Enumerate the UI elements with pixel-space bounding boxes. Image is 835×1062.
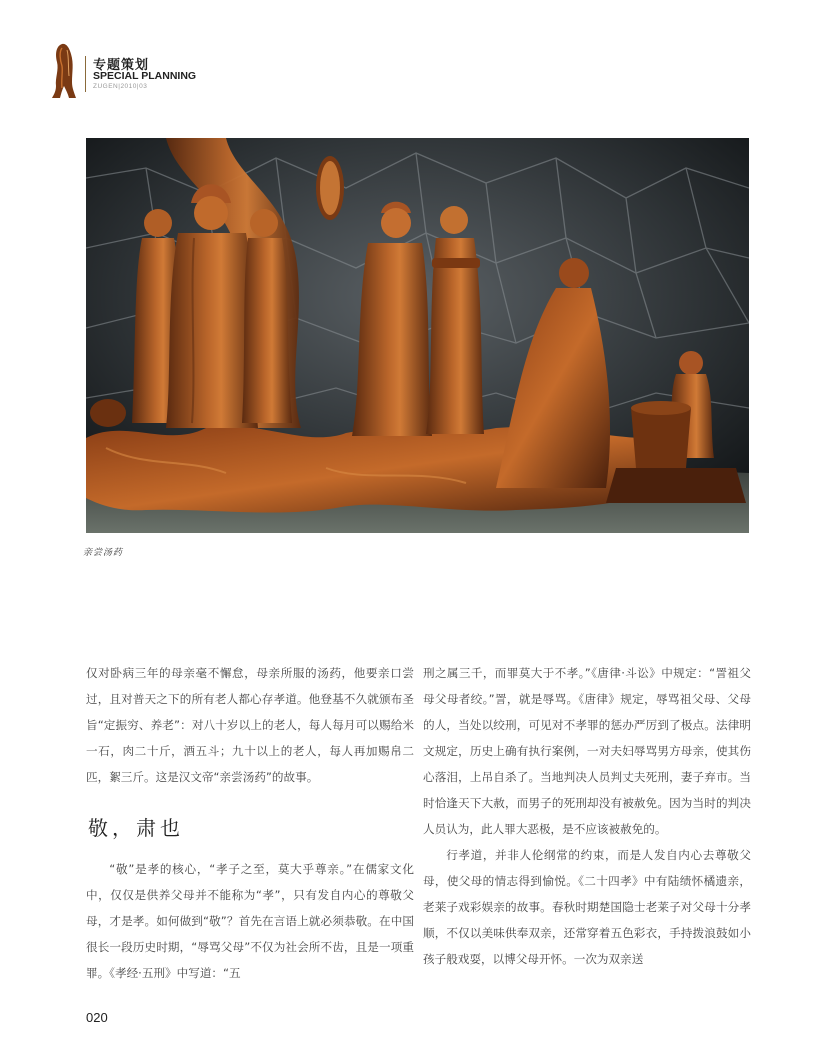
paragraph: “敬”是孝的核心，“孝子之至，莫大乎尊亲。”在儒家文化中，仅仅是供养父母并不能称为“孝”，只有发自内心的尊敬父母，才是孝。如何做到“敬”？首先在言语上就必须恭敬。在中国很长一段历史时期，“辱骂父母”不仅为社会所不齿，且是一项重罪。《孝经·五刑》中写道：“五 bbox=[86, 862, 414, 980]
section-title-cn: 专题策划 bbox=[93, 58, 150, 73]
article-left-intro bbox=[86, 660, 414, 790]
root-carving-logo-icon bbox=[50, 42, 78, 100]
photo-caption: 亲尝汤药 bbox=[83, 548, 124, 558]
section-heading: 敬，肃也 bbox=[88, 816, 184, 840]
section-title-en: SPECIAL PLANNING bbox=[93, 70, 197, 82]
issue-label: ZUGEN|2010|03 bbox=[93, 83, 148, 90]
header-divider bbox=[85, 56, 86, 92]
page-number: 020 bbox=[86, 1010, 108, 1025]
paragraph: 刑之属三千，而罪莫大于不孝。”《唐律·斗讼》中规定：“詈祖父母父母者绞。”詈，就是辱骂。《唐律》规定，辱骂祖父母、父母的人，当处以绞刑，可见对不孝罪的惩办严厉到了极点。法律明文规定，历史上确有执行案例，一对夫妇辱骂男方母亲，使其伤心落泪，上吊自杀了。当地判决人员判丈夫死刑，妻子弃市。当时恰逢天下大赦，而男子的死刑却没有被赦免。因为当时的判决人员认为，此人罪大恶极，是不应该被赦免的。 bbox=[423, 666, 751, 836]
paragraph: 仅对卧病三年的母亲毫不懈怠，母亲所服的汤药，他要亲口尝过，且对普天之下的所有老人都心存孝道。他登基不久就颁布圣旨“定振穷、养老”：对八十岁以上的老人，每人每月可以赐给米一石，肉二十斤，酒五斗；九十以上的老人，每人再加赐帛二匹，絮三斤。这是汉文帝“亲尝汤药”的故事。 bbox=[86, 666, 414, 784]
paragraph: 行孝道，并非人伦纲常的约束，而是人发自内心去尊敬父母，使父母的情志得到愉悦。《二十四孝》中有陆绩怀橘遗亲，老莱子戏彩娱亲的故事。春秋时期楚国隐士老莱子对父母十分孝顺，不仅以美味供奉双亲，还常穿着五色彩衣，手持拨浪鼓如小孩子般戏耍，以博父母开怀。一次为双亲送 bbox=[423, 848, 751, 966]
article-left-body bbox=[86, 856, 414, 986]
article-right-column bbox=[423, 660, 751, 972]
wood-carving-photo bbox=[86, 138, 749, 533]
